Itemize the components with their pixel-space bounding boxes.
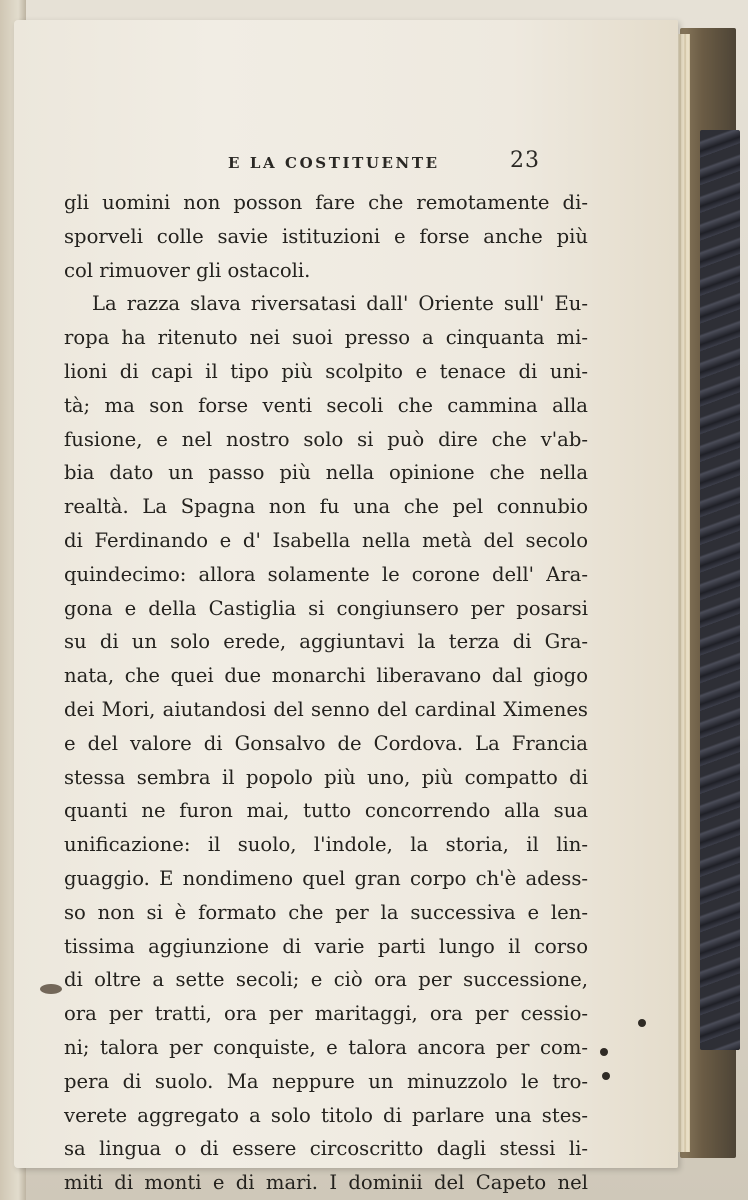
running-title: E LA COSTITUENTE <box>228 154 440 172</box>
text-line: tà; ma son forse venti secoli che cammina alla <box>64 393 588 417</box>
text-line: di Ferdinando e d' Isabella nella metà del secolo <box>64 528 588 552</box>
text-line: sa lingua o di essere circoscritto dagli stessi li- <box>64 1137 588 1161</box>
wormhole-dot <box>602 1072 610 1080</box>
text-line: so non si è formato che per la successiva e len- <box>64 900 588 924</box>
wormhole-dot <box>638 1019 646 1027</box>
paragraph-2 <box>64 287 588 1200</box>
text-line: pera di suolo. Ma neppure un minuzzolo le tro- <box>64 1069 588 1093</box>
text-line: dei Mori, aiutandosi del senno del cardinal Ximenes <box>64 697 588 721</box>
text-line: bia dato un passo più nella opinione che nella <box>64 461 588 485</box>
text-line: sporveli colle savie istituzioni e forse anche più <box>64 224 588 248</box>
text-line: La razza slava riversatasi dall' Oriente sull' Eu- <box>92 292 588 316</box>
text-line: gli uomini non posson fare che remotamente di- <box>64 191 588 214</box>
text-line: fusione, e nel nostro solo si può dire che v'ab- <box>64 427 588 451</box>
text-line: tissima aggiunzione di varie parti lungo il corso <box>64 934 588 958</box>
text-line: gona e della Castiglia si congiunsero per posarsi <box>64 596 588 620</box>
text-line: lioni di capi il tipo più scolpito e tenace di uni- <box>64 359 588 383</box>
text-line: su di un solo erede, aggiuntavi la terza di Gra- <box>64 630 588 654</box>
text-line: unificazione: il suolo, l'indole, la storia, il lin- <box>64 833 588 857</box>
ink-smudge <box>40 984 62 994</box>
text-line: miti di monti e di mari. I dominii del Capeto nel <box>64 1171 588 1195</box>
text-line: quindecimo: allora solamente le corone dell' Ara- <box>64 562 588 586</box>
text-line: col rimuover gli ostacoli. <box>64 258 311 282</box>
paragraph-1 <box>64 186 588 287</box>
text-line: ora per tratti, ora per maritaggi, ora per cessio- <box>64 1002 588 1026</box>
text-line: guaggio. E nondimeno quel gran corpo ch'è adess- <box>64 866 588 890</box>
text-line: e del valore di Gonsalvo de Cordova. La Francia <box>64 731 588 755</box>
text-line: quanti ne furon mai, tutto concorrendo alla sua <box>64 799 588 823</box>
page-number: 23 <box>510 148 540 173</box>
text-line: stessa sembra il popolo più uno, più compatto di <box>64 765 588 789</box>
text-line: ropa ha ritenuto nei suoi presso a cinquanta mi- <box>64 326 588 350</box>
text-line: nata, che quei due monarchi liberavano dal giogo <box>64 664 588 688</box>
page-header <box>228 148 540 178</box>
text-line: verete aggregato a solo titolo di parlare una stes- <box>64 1103 588 1127</box>
wormhole-dot <box>600 1048 608 1056</box>
text-line: di oltre a sette secoli; e ciò ora per successione, <box>64 968 588 992</box>
text-line: ni; talora per conquiste, e talora ancora per com- <box>64 1035 588 1059</box>
marbled-cover-board <box>700 130 740 1050</box>
text-line: realtà. La Spagna non fu una che pel connubio <box>64 495 588 519</box>
body-text <box>64 186 588 1200</box>
